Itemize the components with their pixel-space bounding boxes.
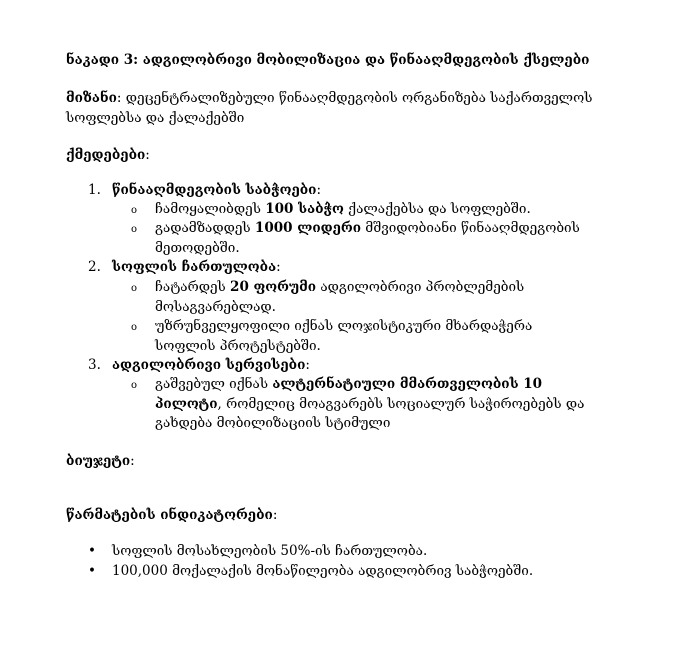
actions-heading (66, 146, 635, 166)
indicator-item-2: • 100,000 მოქალაქის მონაწილეობა ადგილობრივ საბჭოებში. (88, 562, 648, 582)
bullet: • (88, 543, 96, 559)
goal-label: მიზანი (66, 90, 117, 106)
budget-label: ბიუჯეტი (66, 453, 131, 469)
document-title: ნაკადი 3: ადგილობრივი მობილიზაცია და წინააღმდეგობის ქსელები (66, 52, 590, 68)
action-title: ადგილობრივი სერვისები (112, 357, 306, 373)
budget-colon: : (130, 453, 135, 469)
sub-bullet: o (131, 224, 138, 235)
action-3-sub-1: o გაშვებულ იქნას ალტერნატიული მმართველობის 10 პილოტი, რომელიც მოაგვარებს სოციალურ საჭიროებებს და გახდება მობილიზაციის სტიმული (131, 376, 585, 431)
indicators-label: წარმატების ინდიკატორები (66, 507, 273, 523)
action-number: 2. (88, 259, 101, 275)
indicator-item-1: • სოფლის მოსახლეობის 50%-ის ჩართულობა. (88, 542, 648, 562)
action-number: 1. (88, 182, 101, 198)
goal-text: : დეცენტრალიზებული წინააღმდეგობის ორგანიზება საქართველოს სოფლებსა და ქალაქებში (66, 90, 593, 126)
sub-bullet: o (131, 380, 138, 391)
indicators-heading (66, 506, 635, 526)
indicators-colon: : (272, 507, 278, 523)
action-colon: : (276, 259, 281, 275)
action-2-sub-1: o ჩატარდეს 20 ფორუმი ადგილობრივი პრობლემების მოსაგვარებლად. (131, 279, 525, 315)
actions-colon: : (145, 147, 150, 163)
budget-heading (66, 452, 635, 472)
sub-bullet: o (131, 322, 138, 333)
action-1-sub-2: o გადამზადდეს 1000 ლიდერი მშვიდობიანი წინააღმდეგობის მეთოდებში. (131, 220, 580, 256)
action-title: წინააღმდეგობის საბჭოები (112, 182, 317, 198)
action-title: სოფლის ჩართულობა (112, 259, 277, 275)
sub-bullet: o (131, 205, 138, 216)
action-colon: : (316, 182, 322, 198)
action-1-sub-1: o ჩამოყალიბდეს 100 საბჭო ქალაქებსა და სოფლებში. (131, 200, 591, 220)
action-colon: : (305, 357, 310, 373)
action-number: 3. (88, 357, 101, 373)
goal-paragraph (66, 89, 635, 128)
actions-label: ქმედებები (66, 147, 146, 163)
bullet: • (88, 563, 96, 579)
action-2-sub-2: o უზრუნველყოფილი იქნას ლოჯისტიკური მხარდაჭერა სოფლის პროტესტებში. (131, 318, 533, 354)
sub-bullet: o (131, 283, 138, 294)
